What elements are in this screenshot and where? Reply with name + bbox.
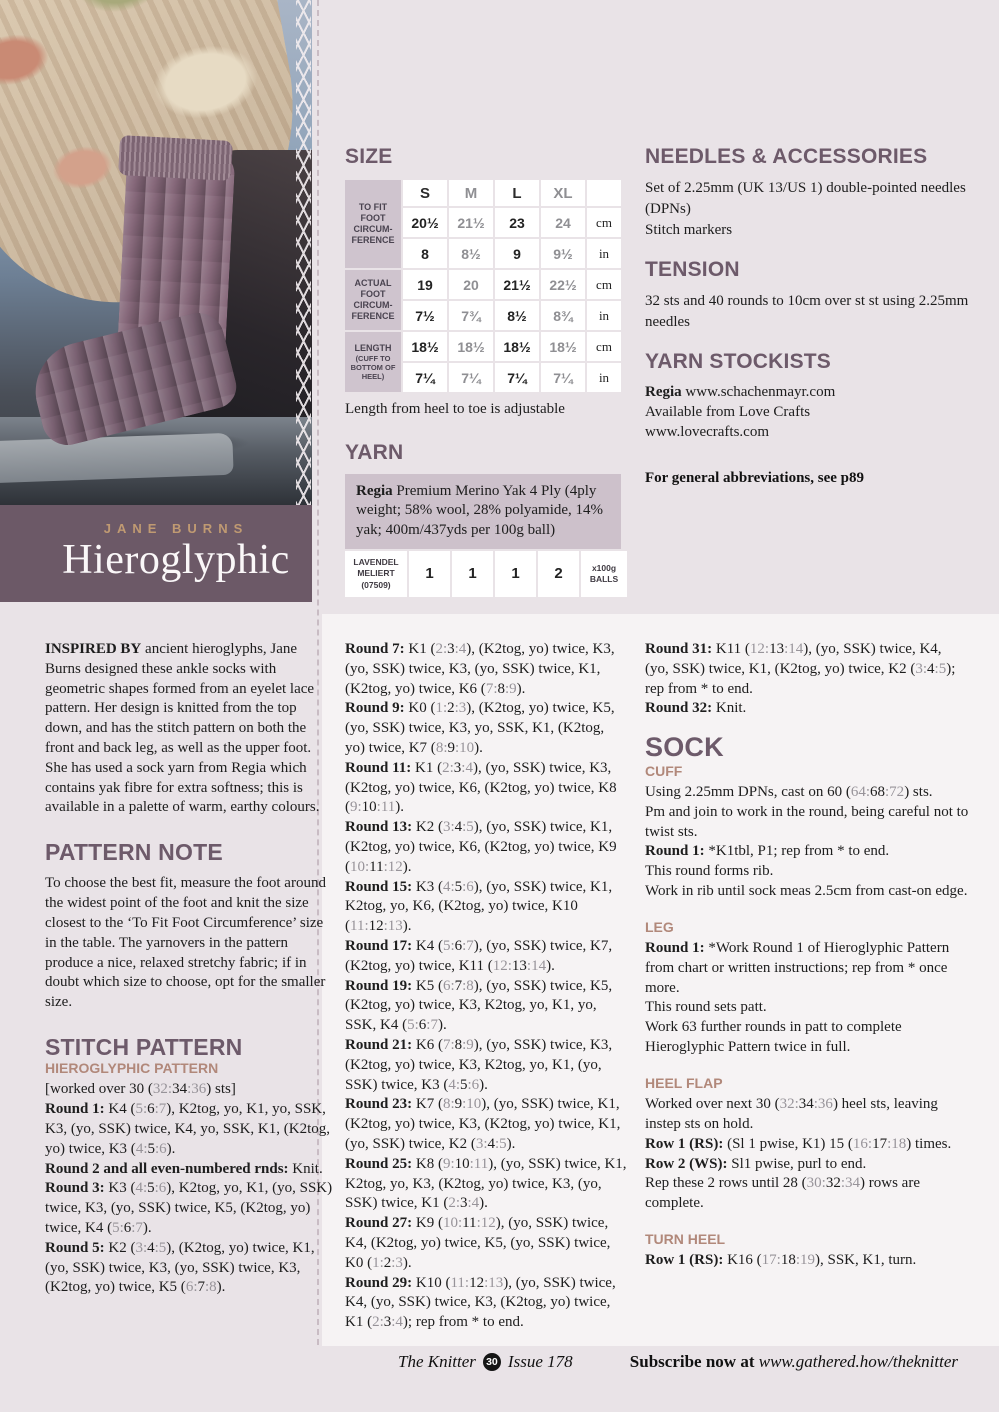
size-value: 9 (495, 239, 539, 268)
pattern-paragraph: Round 19: K5 (6:7:8), (yo, SSK) twice, K5, (K2tog, yo) twice, K3, K2tog, yo, K1, yo, SSK, K4 (5:6:7). (345, 977, 613, 1034)
size-value: 24 (541, 208, 585, 237)
pattern-paragraph: Round 11: K1 (2:3:4), (yo, SSK) twice, K3, (K2tog, yo) twice, K6, (K2tog, yo) twice, K8 (9:10:11). (345, 759, 617, 816)
stitch-pattern-rounds (45, 1080, 333, 1298)
abbreviations-note: For general abbreviations, see p89 (645, 469, 865, 486)
turn-heel-subheading: TURN HEEL (645, 1231, 726, 1248)
hero-photo (0, 0, 312, 505)
yarn-description: Regia Premium Merino Yak 4 Ply (4ply weight; 58% wool, 28% polyamide, 14% yak; 400m/437yds per 100g ball) (345, 474, 621, 549)
intro-column (45, 640, 333, 1298)
size-col-header: L (495, 180, 539, 206)
needles-tension-column (645, 146, 975, 503)
size-value: 7¼ (541, 363, 585, 392)
pattern-paragraph: Pm and join to work in the round, being careful not to twist sts. (645, 803, 969, 840)
size-value: 18½ (541, 332, 585, 361)
size-value: 22½ (541, 270, 585, 299)
size-unit: in (587, 363, 621, 392)
size-value: 7½ (403, 301, 447, 330)
pattern-rounds-31-32 (645, 640, 969, 719)
cuff-instructions (645, 783, 969, 902)
size-row-label: ACTUAL FOOT CIRCUM-FERENCE (345, 270, 401, 330)
pattern-paragraph: Rep these 2 rows until 28 (30:32:34) rows are complete. (645, 1175, 920, 1212)
designer-name: JANE BURNS (103, 521, 249, 536)
pattern-paragraph: Regia www.schachenmayr.com (645, 384, 836, 401)
pattern-paragraph: Row 1 (RS): (Sl 1 pwise, K1) 15 (16:17:18) times. (645, 1135, 952, 1152)
size-unit: cm (587, 332, 621, 361)
size-value: 8½ (495, 301, 539, 330)
sock-cuff (118, 135, 233, 181)
size-value: 7¼ (403, 363, 447, 392)
issue-number: Issue 178 (507, 1352, 573, 1371)
size-col-header: S (403, 180, 447, 206)
size-value: 18½ (495, 332, 539, 361)
pattern-paragraph: Round 1: K4 (5:6:7), K2tog, yo, K1, yo, SSK, K3, (yo, SSK) twice, K4, yo, SSK, K1, (K2tog, yo) twice, K3 (4:5:6). (45, 1101, 330, 1157)
size-row-label: TO FIT FOOT CIRCUM-FERENCE (345, 180, 401, 268)
size-table (345, 180, 621, 392)
size-value: 8½ (449, 239, 493, 268)
hieroglyphic-pattern-subheading: HIEROGLYPHIC PATTERN (45, 1060, 219, 1077)
needles-text: Set of 2.25mm (UK 13/US 1) double-pointed needles (DPNs) (645, 180, 966, 218)
sock-column (645, 640, 969, 1271)
size-value: 7¼ (449, 363, 493, 392)
pattern-paragraph: Round 13: K2 (3:4:5), (yo, SSK) twice, K1, (K2tog, yo) twice, K6, (K2tog, yo) twice, K9 (10:11:12). (345, 819, 617, 875)
pattern-paragraph: Round 7: K1 (2:3:4), (K2tog, yo) twice, K3, (yo, SSK) twice, K3, (yo, SSK) twice, K1, (K2tog, yo) twice, K6 (7:8:9). (345, 641, 615, 697)
size-value: 23 (495, 208, 539, 237)
stone-slab (0, 433, 234, 484)
pattern-paragraph: Round 31: K11 (12:13:14), (yo, SSK) twice, K4, (yo, SSK) twice, K1, (K2tog, yo) twice, K2 (3:4:5); rep from * to end. (645, 641, 956, 697)
pattern-paragraph: Round 23: K7 (8:9:10), (yo, SSK) twice, K1, (K2tog, yo) twice, K3, (K2tog, yo) twice, K1, (yo, SSK) twice, K2 (3:4:5). (345, 1096, 621, 1152)
size-value: 8¾ (541, 301, 585, 330)
pattern-paragraph: [worked over 30 (32:34:36) sts] (45, 1081, 236, 1098)
stitch-markers-text: Stitch markers (645, 222, 733, 239)
footer-magazine-info (398, 1352, 573, 1372)
rounds-column (345, 640, 627, 1333)
size-empty-cell (587, 180, 621, 206)
yarn-ball-table (345, 551, 621, 597)
pattern-paragraph: Work 63 further rounds in patt to complete Hieroglyphic Pattern twice in full. (645, 1019, 902, 1056)
size-value: 8 (403, 239, 447, 268)
size-value: 19 (403, 270, 447, 299)
pattern-paragraph: Round 9: K0 (1:2:3), (K2tog, yo) twice, K5, (yo, SSK) twice, K3, yo, SSK, K1, (K2tog, yo) twice, K7 (8:9:10). (345, 700, 615, 756)
size-unit: cm (587, 208, 621, 237)
pattern-paragraph: Available from Love Crafts (645, 403, 811, 420)
yarn-ball-count-xl: 2 (538, 551, 579, 597)
sock-heading: SOCK (645, 732, 724, 763)
size-value: 7¾ (449, 301, 493, 330)
page-number-badge: 30 (483, 1353, 501, 1371)
pattern-paragraph: Round 21: K6 (7:8:9), (yo, SSK) twice, K3, (K2tog, yo) twice, K3, K2tog, yo, K1, (yo, SSK) twice, K3 (4:5:6). (345, 1036, 613, 1093)
pattern-paragraph: Row 2 (WS): Sl1 pwise, purl to end. (645, 1155, 867, 1172)
pattern-paragraph: Round 2 and all even-numbered rnds: Knit. (45, 1160, 323, 1177)
pattern-paragraph: Round 1: *K1tbl, P1; rep from * to end. (645, 843, 890, 860)
pattern-paragraph: Round 29: K10 (11:12:13), (yo, SSK) twice, K4, (yo, SSK) twice, K3, (K2tog, yo) twice, K1 (2:3:4); rep from * to end. (345, 1274, 616, 1331)
size-col-header: XL (541, 180, 585, 206)
yarn-heading: YARN (345, 440, 404, 464)
pattern-paragraph: Using 2.25mm DPNs, cast on 60 (64:68:72) sts. (645, 783, 933, 800)
size-heading: SIZE (345, 145, 393, 168)
size-col-header: M (449, 180, 493, 206)
yarn-ball-count-s: 1 (409, 551, 450, 597)
needles-heading: NEEDLES & ACCESSORIES (645, 145, 928, 168)
yarn-unit-label: x100g BALLS (581, 551, 627, 597)
pattern-paragraph: www.lovecrafts.com (645, 423, 769, 440)
heel-flap-subheading: HEEL FLAP (645, 1074, 723, 1091)
size-value: 21½ (495, 270, 539, 299)
stitch-pattern-heading: STITCH PATTERN (45, 1033, 243, 1060)
size-note: Length from heel to toe is adjustable (345, 401, 565, 418)
size-value: 20 (449, 270, 493, 299)
stockists-lines (645, 383, 975, 442)
heel-flap-instructions (645, 1095, 969, 1214)
pattern-paragraph: This round forms rib. (645, 863, 774, 880)
turn-heel-instructions (645, 1251, 969, 1271)
magazine-name: The Knitter (398, 1352, 476, 1371)
subscribe-url: www.gathered.how/theknitter (758, 1352, 958, 1371)
pattern-paragraph: This round sets patt. (645, 999, 767, 1016)
pattern-paragraph: Round 1: *Work Round 1 of Hieroglyphic Pattern from chart or written instructions; rep from * once more. (645, 940, 950, 996)
size-value: 18½ (403, 332, 447, 361)
size-value: 9½ (541, 239, 585, 268)
stockists-heading: YARN STOCKISTS (645, 350, 832, 374)
size-value: 7¼ (495, 363, 539, 392)
size-unit: in (587, 301, 621, 330)
subscribe-label: Subscribe now at (629, 1352, 755, 1371)
size-value: 20½ (403, 208, 447, 237)
yarn-shade-label: LAVENDEL MELIERT (07509) (345, 551, 407, 597)
leg-subheading: LEG (645, 918, 674, 935)
footer-subscribe (630, 1352, 958, 1372)
pattern-rounds-7-29 (345, 640, 627, 1333)
intro-paragraph: INSPIRED BY ancient hieroglyphs, Jane Burns designed these ankle socks with geometric shapes formed from an eyelet lace pattern. Her design is knitted from the top down, and has the stitch pattern on both the front and back leg, as well as the upper foot. She has used a sock yarn from Regia which contains yak fibre for extra softness; this is available in a palette of warm, earthy colours. (45, 641, 320, 816)
tension-text: 32 sts and 40 rounds to 10cm over st st using 2.25mm needles (645, 293, 969, 331)
title-band (0, 505, 312, 602)
tension-heading: TENSION (645, 258, 740, 282)
pattern-paragraph: Round 27: K9 (10:11:12), (yo, SSK) twice, K4, (K2tog, yo) twice, K5, (yo, SSK) twice, K0 (1:2:3). (345, 1215, 611, 1271)
pattern-paragraph: Round 25: K8 (9:10:11), (yo, SSK) twice, K1, K2tog, yo, K3, (K2tog, yo) twice, K3, (yo, SSK) twice, K1 (2:3:4). (345, 1155, 627, 1212)
pattern-paragraph: Round 3: K3 (4:5:6), K2tog, yo, K1, (yo, SSK) twice, K3, (yo, SSK) twice, K5, (K2tog, yo) twice, K4 (5:6:7). (45, 1180, 333, 1236)
pattern-note-text: To choose the best fit, measure the foot around the widest point of the foot and knit the size closest to the ‘To Fit Foot Circumference’ size in the table. The yarnovers in the pattern produce a nice, relaxed stretchy fabric; if in doubt which size to choose, opt for the smaller size. (45, 875, 326, 1011)
size-unit: cm (587, 270, 621, 299)
size-unit: in (587, 239, 621, 268)
pattern-paragraph: Round 15: K3 (4:5:6), (yo, SSK) twice, K1, K2tog, yo, K6, (K2tog, yo) twice, K10 (11:12:13). (345, 878, 613, 935)
size-row-label: LENGTH (CUFF TO BOTTOM OF HEEL) (345, 332, 401, 392)
pattern-paragraph: Round 5: K2 (3:4:5), (K2tog, yo) twice, K1, (yo, SSK) twice, K3, (yo, SSK) twice, K3, (K2tog, yo) twice, K5 (6:7:8). (45, 1239, 315, 1296)
yarn-ball-count-m: 1 (452, 551, 493, 597)
pattern-paragraph: Round 17: K4 (5:6:7), (yo, SSK) twice, K7, (K2tog, yo) twice, K11 (12:13:14). (345, 937, 613, 974)
cuff-subheading: CUFF (645, 762, 683, 779)
pattern-paragraph: Round 32: Knit. (645, 700, 747, 717)
yarn-ball-count-l: 1 (495, 551, 536, 597)
pattern-paragraph: Row 1 (RS): K16 (17:18:19), SSK, K1, turn. (645, 1252, 917, 1269)
leg-instructions (645, 939, 969, 1058)
size-value: 18½ (449, 332, 493, 361)
size-value: 21½ (449, 208, 493, 237)
size-yarn-column (345, 146, 621, 597)
pattern-paragraph: Worked over next 30 (32:34:36) heel sts, leaving instep sts on hold. (645, 1096, 938, 1133)
pattern-paragraph: Work in rib until sock meas 2.5cm from cast-on edge. (645, 882, 968, 899)
pattern-note-heading: PATTERN NOTE (45, 839, 223, 866)
pattern-title: Hieroglyphic (62, 537, 290, 583)
